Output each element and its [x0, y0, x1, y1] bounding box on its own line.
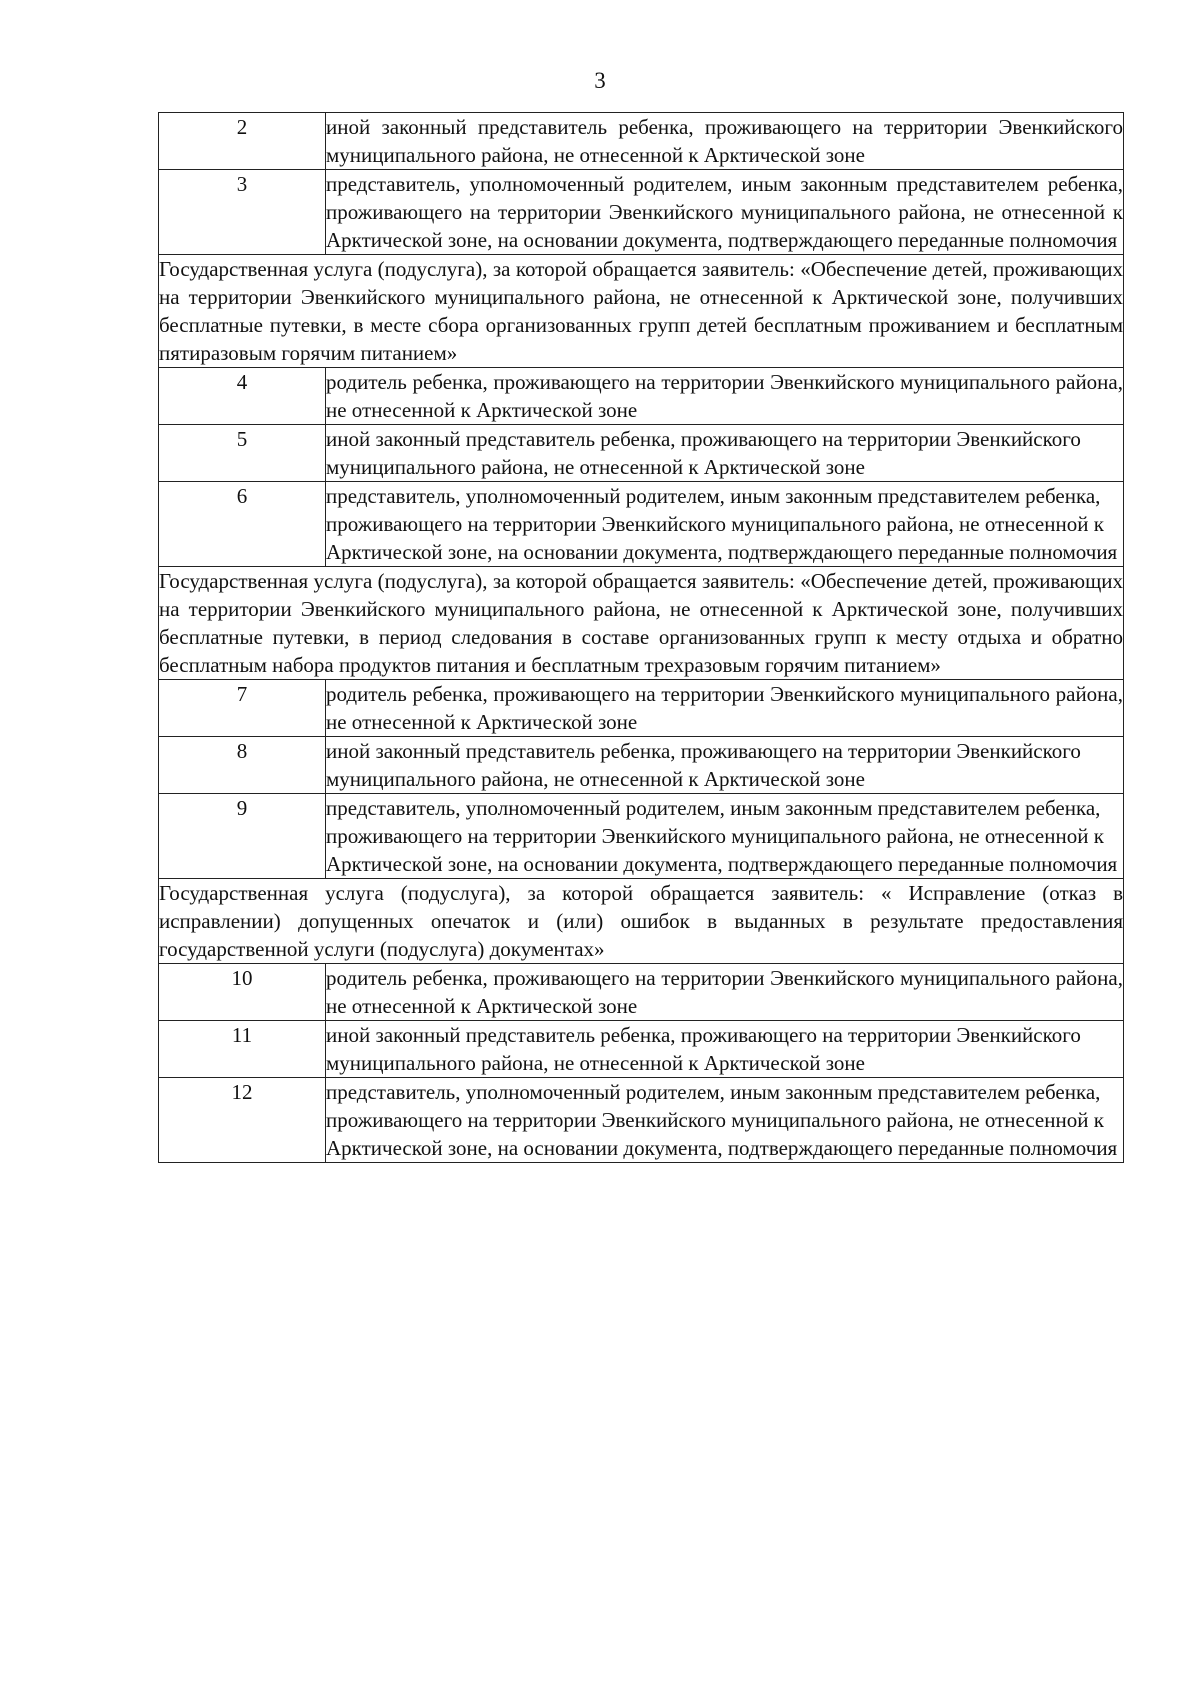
service-title: Государственная услуга (подуслуга), за которой обращается заявитель: «Обеспечение детей, проживающих на территории Эвенкийского муниципального района, не отнесенной к Арктической зоне, получивших бесплатные путевки, в месте сбора организованных групп детей бесплатным проживанием и бесплатным пятиразовым горячим питанием»	[159, 255, 1124, 368]
page-number: 3	[594, 68, 606, 93]
row-number: 10	[159, 964, 326, 1021]
row-number: 3	[159, 170, 326, 255]
table-row	[159, 368, 1124, 425]
service-header-row	[159, 879, 1124, 964]
row-text: иной законный представитель ребенка, проживающего на территории Эвенкийского муниципального района, не отнесенной к Арктической зоне	[326, 1021, 1124, 1078]
row-text: представитель, уполномоченный родителем, иным законным представителем ребенка, проживающего на территории Эвенкийского муниципального района, не отнесенной к Арктической зоне, на основании документа, подтверждающего переданные полномочия	[326, 482, 1124, 567]
table-row	[159, 425, 1124, 482]
row-number: 5	[159, 425, 326, 482]
row-text: представитель, уполномоченный родителем, иным законным представителем ребенка, проживающего на территории Эвенкийского муниципального района, не отнесенной к Арктической зоне, на основании документа, подтверждающего переданные полномочия	[326, 794, 1124, 879]
table-row	[159, 964, 1124, 1021]
row-number: 11	[159, 1021, 326, 1078]
row-text: родитель ребенка, проживающего на территории Эвенкийского муниципального района, не отнесенной к Арктической зоне	[326, 964, 1124, 1021]
service-header-row	[159, 567, 1124, 680]
row-text: представитель, уполномоченный родителем, иным законным представителем ребенка, проживающего на территории Эвенкийского муниципального района, не отнесенной к Арктической зоне, на основании документа, подтверждающего переданные полномочия	[326, 1078, 1124, 1163]
table-row	[159, 113, 1124, 170]
row-text: иной законный представитель ребенка, проживающего на территории Эвенкийского муниципального района, не отнесенной к Арктической зоне	[326, 113, 1124, 170]
table-row	[159, 1078, 1124, 1163]
row-number: 2	[159, 113, 326, 170]
row-number: 9	[159, 794, 326, 879]
table-row	[159, 170, 1124, 255]
row-number: 4	[159, 368, 326, 425]
applicants-table	[158, 112, 1124, 1163]
table-row	[159, 794, 1124, 879]
row-text: иной законный представитель ребенка, проживающего на территории Эвенкийского муниципального района, не отнесенной к Арктической зоне	[326, 425, 1124, 482]
service-title: Государственная услуга (подуслуга), за которой обращается заявитель: « Исправление (отказ в исправлении) допущенных опечаток и (или) ошибок в выданных в результате предоставления государственной услуги (подуслуга) документах»	[159, 879, 1124, 964]
row-number: 8	[159, 737, 326, 794]
service-title: Государственная услуга (подуслуга), за которой обращается заявитель: «Обеспечение детей, проживающих на территории Эвенкийского муниципального района, не отнесенной к Арктической зоне, получивших бесплатные путевки, в период следования в составе организованных групп к месту отдыха и обратно бесплатным набора продуктов питания и бесплатным трехразовым горячим питанием»	[159, 567, 1124, 680]
table-row	[159, 482, 1124, 567]
row-number: 12	[159, 1078, 326, 1163]
row-text: родитель ребенка, проживающего на территории Эвенкийского муниципального района, не отнесенной к Арктической зоне	[326, 368, 1124, 425]
table-row	[159, 1021, 1124, 1078]
row-text: представитель, уполномоченный родителем, иным законным представителем ребенка, проживающего на территории Эвенкийского муниципального района, не отнесенной к Арктической зоне, на основании документа, подтверждающего переданные полномочия	[326, 170, 1124, 255]
table-row	[159, 680, 1124, 737]
row-text: родитель ребенка, проживающего на территории Эвенкийского муниципального района, не отнесенной к Арктической зоне	[326, 680, 1124, 737]
table-row	[159, 737, 1124, 794]
row-number: 6	[159, 482, 326, 567]
row-text: иной законный представитель ребенка, проживающего на территории Эвенкийского муниципального района, не отнесенной к Арктической зоне	[326, 737, 1124, 794]
service-header-row	[159, 255, 1124, 368]
row-number: 7	[159, 680, 326, 737]
